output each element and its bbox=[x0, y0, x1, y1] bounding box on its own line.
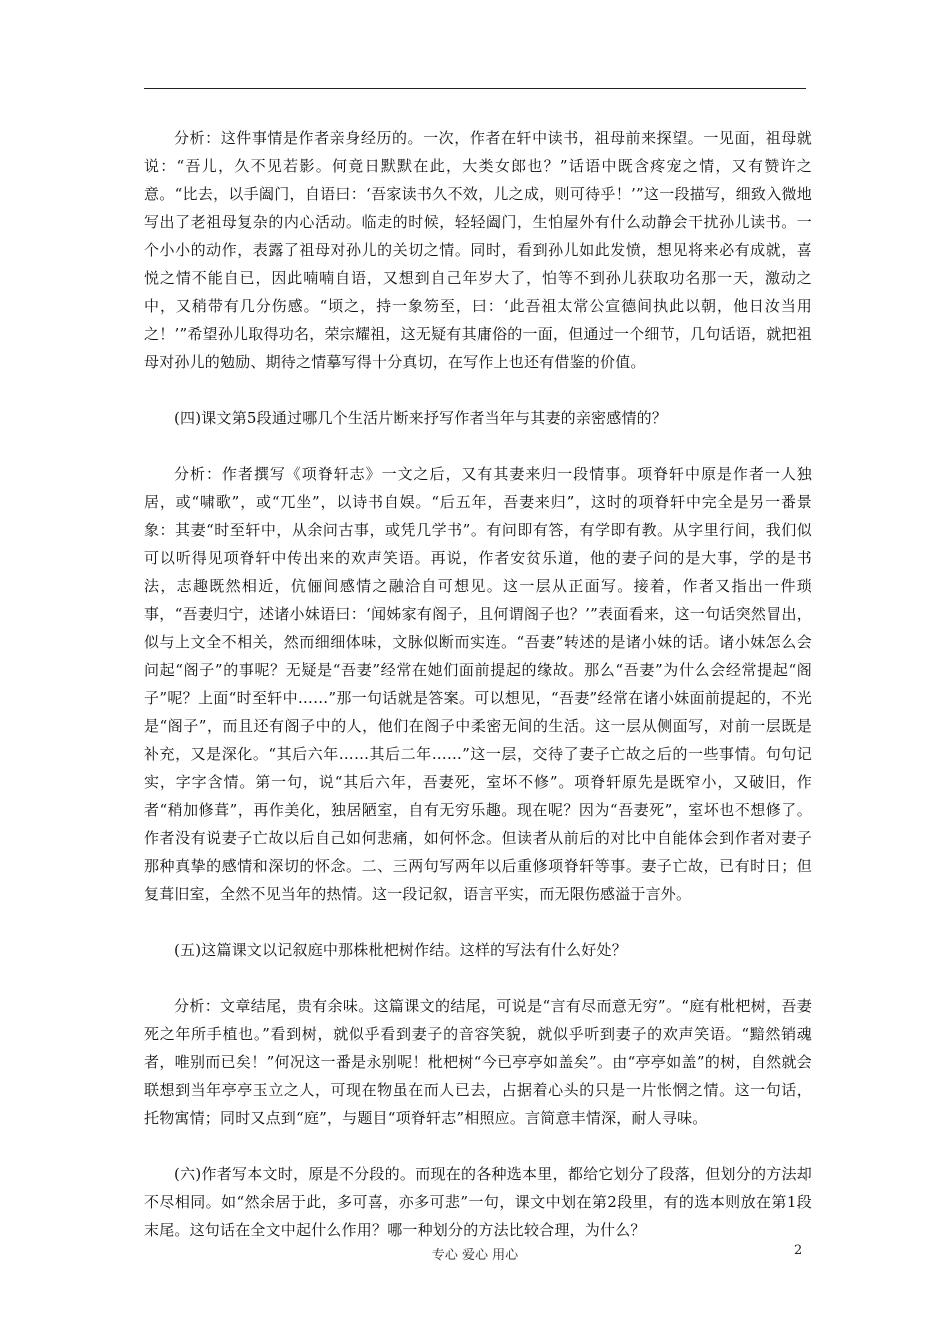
question-6: (六)作者写本文时，原是不分段的。而现在的各种选本里，都给它划分了段落，但划分的方法却不尽相同。如“然余居于此，多可喜，亦多可悲”一句，课文中划在第2段里，有的选本则放在第1段末尾。这句话在全文中起什么作用？哪一种划分的方法比较合理，为什么？ bbox=[144, 1165, 812, 1239]
page-number: 2 bbox=[794, 1243, 803, 1258]
analysis-paragraph-1: 分析：这件事情是作者亲身经历的。一次，作者在轩中读书，祖母前来探望。一见面，祖母就说：“吾儿，久不见若影。何竟日默默在此，大类女郎也？”话语中既含疼宠之情，又有赞许之意。“比去，以手阖门，自语曰：‘吾家读书久不效，儿之成，则可待乎！’”这一段描写，细致入微地写出了老祖母复杂的内心活动。临走的时候，轻轻阖门，生怕屋外有什么动静会干扰孙儿读书。一个小小的动作，表露了祖母对孙儿的关切之情。同时，看到孙儿如此发愤，想见将来必有成就，喜悦之情不能自已，因此喃喃自语，又想到自己年岁大了，怕等不到孙儿获取功名那一天，激动之中，又稍带有几分伤感。“顷之，持一象笏至，曰：‘此吾祖太常公宣德间执此以朝，他日汝当用之！’”希望孙儿取得功名，荣宗耀祖，这无疑有其庸俗的一面，但通过一个细节，几句话语，就把祖母对孙儿的勉励、期待之情摹写得十分真切，在写作上也还有借鉴的价值。 bbox=[144, 129, 812, 371]
question-5: (五)这篇课文以记叙庭中那株枇杷树作结。这样的写法有什么好处？ bbox=[174, 941, 627, 959]
header-rule bbox=[144, 88, 806, 89]
analysis-paragraph-2: 分析：作者撰写《项脊轩志》一文之后，又有其妻来归一段情事。项脊轩中原是作者一人独居，或“啸歌”，或“兀坐”，以诗书自娱。“后五年，吾妻来归”，这时的项脊轩中完全是另一番景象：其妻“时至轩中，从余问古事，或凭几学书”。有问即有答，有学即有教。从字里行间，我们似可以听得见项脊轩中传出来的欢声笑语。再说，作者安贫乐道，他的妻子问的是大事，学的是书法，志趣既然相近，伉俪间感情之融洽自可想见。这一层从正面写。接着，作者又指出一件琐事，“吾妻归宁，述诸小妹语曰：‘闻姊家有阁子，且何谓阁子也？’”表面看来，这一句话突然冒出，似与上文全不相关，然而细细体味，文脉似断而实连。“吾妻”转述的是诸小妹的话。诸小妹怎么会问起“阁子”的事呢？无疑是“吾妻”经常在她们面前提起的缘故。那么“吾妻”为什么会经常提起“阁子”呢？上面“时至轩中……”那一句话就是答案。可以想见，“吾妻”经常在诸小妹面前提起的，不光是“阁子”，而且还有阁子中的人，他们在阁子中柔密无间的生活。这一层从侧面写，对前一层既是补充，又是深化。“其后六年……其后二年……”这一层，交待了妻子亡故之后的一些事情。句句记实，字字含情。第一句，说“其后六年，吾妻死，室坏不修”。项脊轩原先是既窄小，又破旧，作者“稍加修葺”，再作美化，独居陋室，自有无穷乐趣。现在呢？因为“吾妻死”，室坏也不想修了。作者没有说妻子亡故以后自己如何悲痛，如何怀念。但读者从前后的对比中自能体会到作者对妻子那种真挚的感情和深切的怀念。二、三两句写两年以后重修项脊轩等事。妻子亡故，已有时日；但复葺旧室，全然不见当年的热情。这一段记叙，语言平实，而无限伤感溢于言外。 bbox=[144, 465, 812, 903]
question-4: (四)课文第5段通过哪几个生活片断来抒写作者当年与其妻的亲密感情的？ bbox=[174, 409, 668, 427]
document-body bbox=[144, 124, 812, 1244]
footer-motto: 专心 爱心 用心 bbox=[431, 1248, 519, 1263]
analysis-paragraph-3: 分析：文章结尾，贵有余味。这篇课文的结尾，可说是“言有尽而意无穷”。“庭有枇杷树，吾妻死之年所手植也。”看到树，就似乎看到妻子的音容笑貌，就似乎听到妻子的欢声笑语。“黯然销魂者，唯别而已矣！”何况这一番是永别呢！枇杷树“今已亭亭如盖矣”。由“亭亭如盖”的树，自然就会联想到当年亭亭玉立之人，可现在物虽在而人已去，占据着心头的只是一片怅惘之情。这一句话，托物寓情；同时又点到“庭”，与题目“项脊轩志”相照应。言简意丰情深，耐人寻味。 bbox=[144, 997, 812, 1127]
